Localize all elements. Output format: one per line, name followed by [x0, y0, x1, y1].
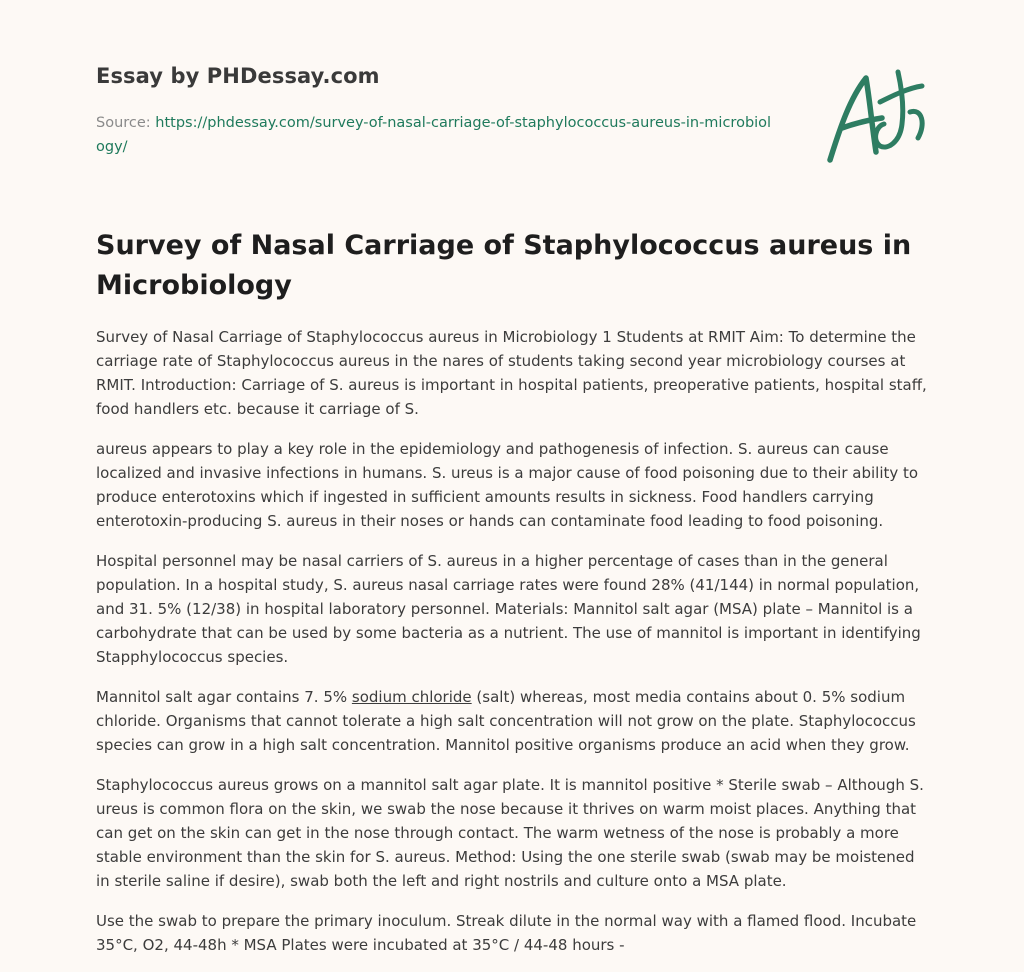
paragraph: aureus appears to play a key role in the epidemiology and pathogenesis of infection. S. aureus can cause localized and invasive infections in humans. S. ureus is a major cause of food poisoning due to their ability to produce enterotoxins which if ingested in sufficient amounts results in sickness. Food handlers carrying enterotoxin-producing S. aureus in their noses or hands can contaminate food leading to food poisoning. [96, 440, 919, 530]
site-brand: Essay by PHDessay.com [96, 64, 380, 88]
logo-plus-loop [876, 72, 923, 147]
paragraph: Hospital personnel may be nasal carriers of S. aureus in a higher percentage of cases than in the general population. In a hospital study, S. aureus nasal carriage rates were found 28% (41/144) in normal population, and 31. 5% (12/38) in hospital laboratory personnel. Materials: Mannitol salt agar (MSA) plate – Mannitol is a carbohydrate that can be used by some bacteria as a nutrient. The use of mannitol is important in identifying Stapphylococcus species. [96, 552, 921, 666]
paragraph: Survey of Nasal Carriage of Staphylococcus aureus in Microbiology 1 Students at RMIT Aim: To determine the carriage rate of Staphylococcus aureus in the nares of students taking second year microbiology courses at RMIT. Introduction: Carriage of S. aureus is important in hospital patients, preoperative patients, hospital staff, food handlers etc. because it carriage of S. [96, 328, 927, 418]
paragraph: Use the swab to prepare the primary inoculum. Streak dilute in the normal way with a flamed flood. Incubate 35°C, O2, 44-48h * MSA Plates were incubated at 35°C / 44-48 hours - [96, 912, 917, 954]
sodium-chloride-link[interactable]: sodium chloride [351, 688, 472, 706]
source-line [96, 111, 776, 159]
essay-title: Survey of Nasal Carriage of Staphylococcus aureus in Microbiology [96, 230, 912, 301]
paragraph-text: (salt) whereas, most media contains about 0. 5% sodium chloride. Organisms that cannot tolerate a high salt concentration will not grow on the plate. Staphylococcus species can grow in a high salt concentration. Mannitol positive organisms produce an acid when they grow. [96, 688, 916, 754]
paragraph [96, 685, 932, 757]
source-link[interactable]: https://phdessay.com/survey-of-nasal-carriage-of-staphylococcus-aureus-in-microbiology/ [96, 115, 772, 155]
a-plus-logo-icon [818, 68, 930, 166]
paragraph-text: Mannitol salt agar contains 7. 5% [96, 688, 352, 706]
essay-body [96, 325, 932, 972]
source-label: Source: [96, 115, 151, 131]
logo-letter-a-bar [842, 118, 882, 128]
paragraph: Staphylococcus aureus grows on a mannitol salt agar plate. It is mannitol positive * Sterile swab – Although S. ureus is common flora on the skin, we swab the nose because it thrives on warm moist places. Anything that can get on the skin can get in the nose through contact. The warm wetness of the nose is probably a more stable environment than the skin for S. aureus. Method: Using the one sterile swab (swab may be moistened in sterile saline if desire), swab both the left and right nostrils and culture onto a MSA plate. [96, 776, 924, 890]
